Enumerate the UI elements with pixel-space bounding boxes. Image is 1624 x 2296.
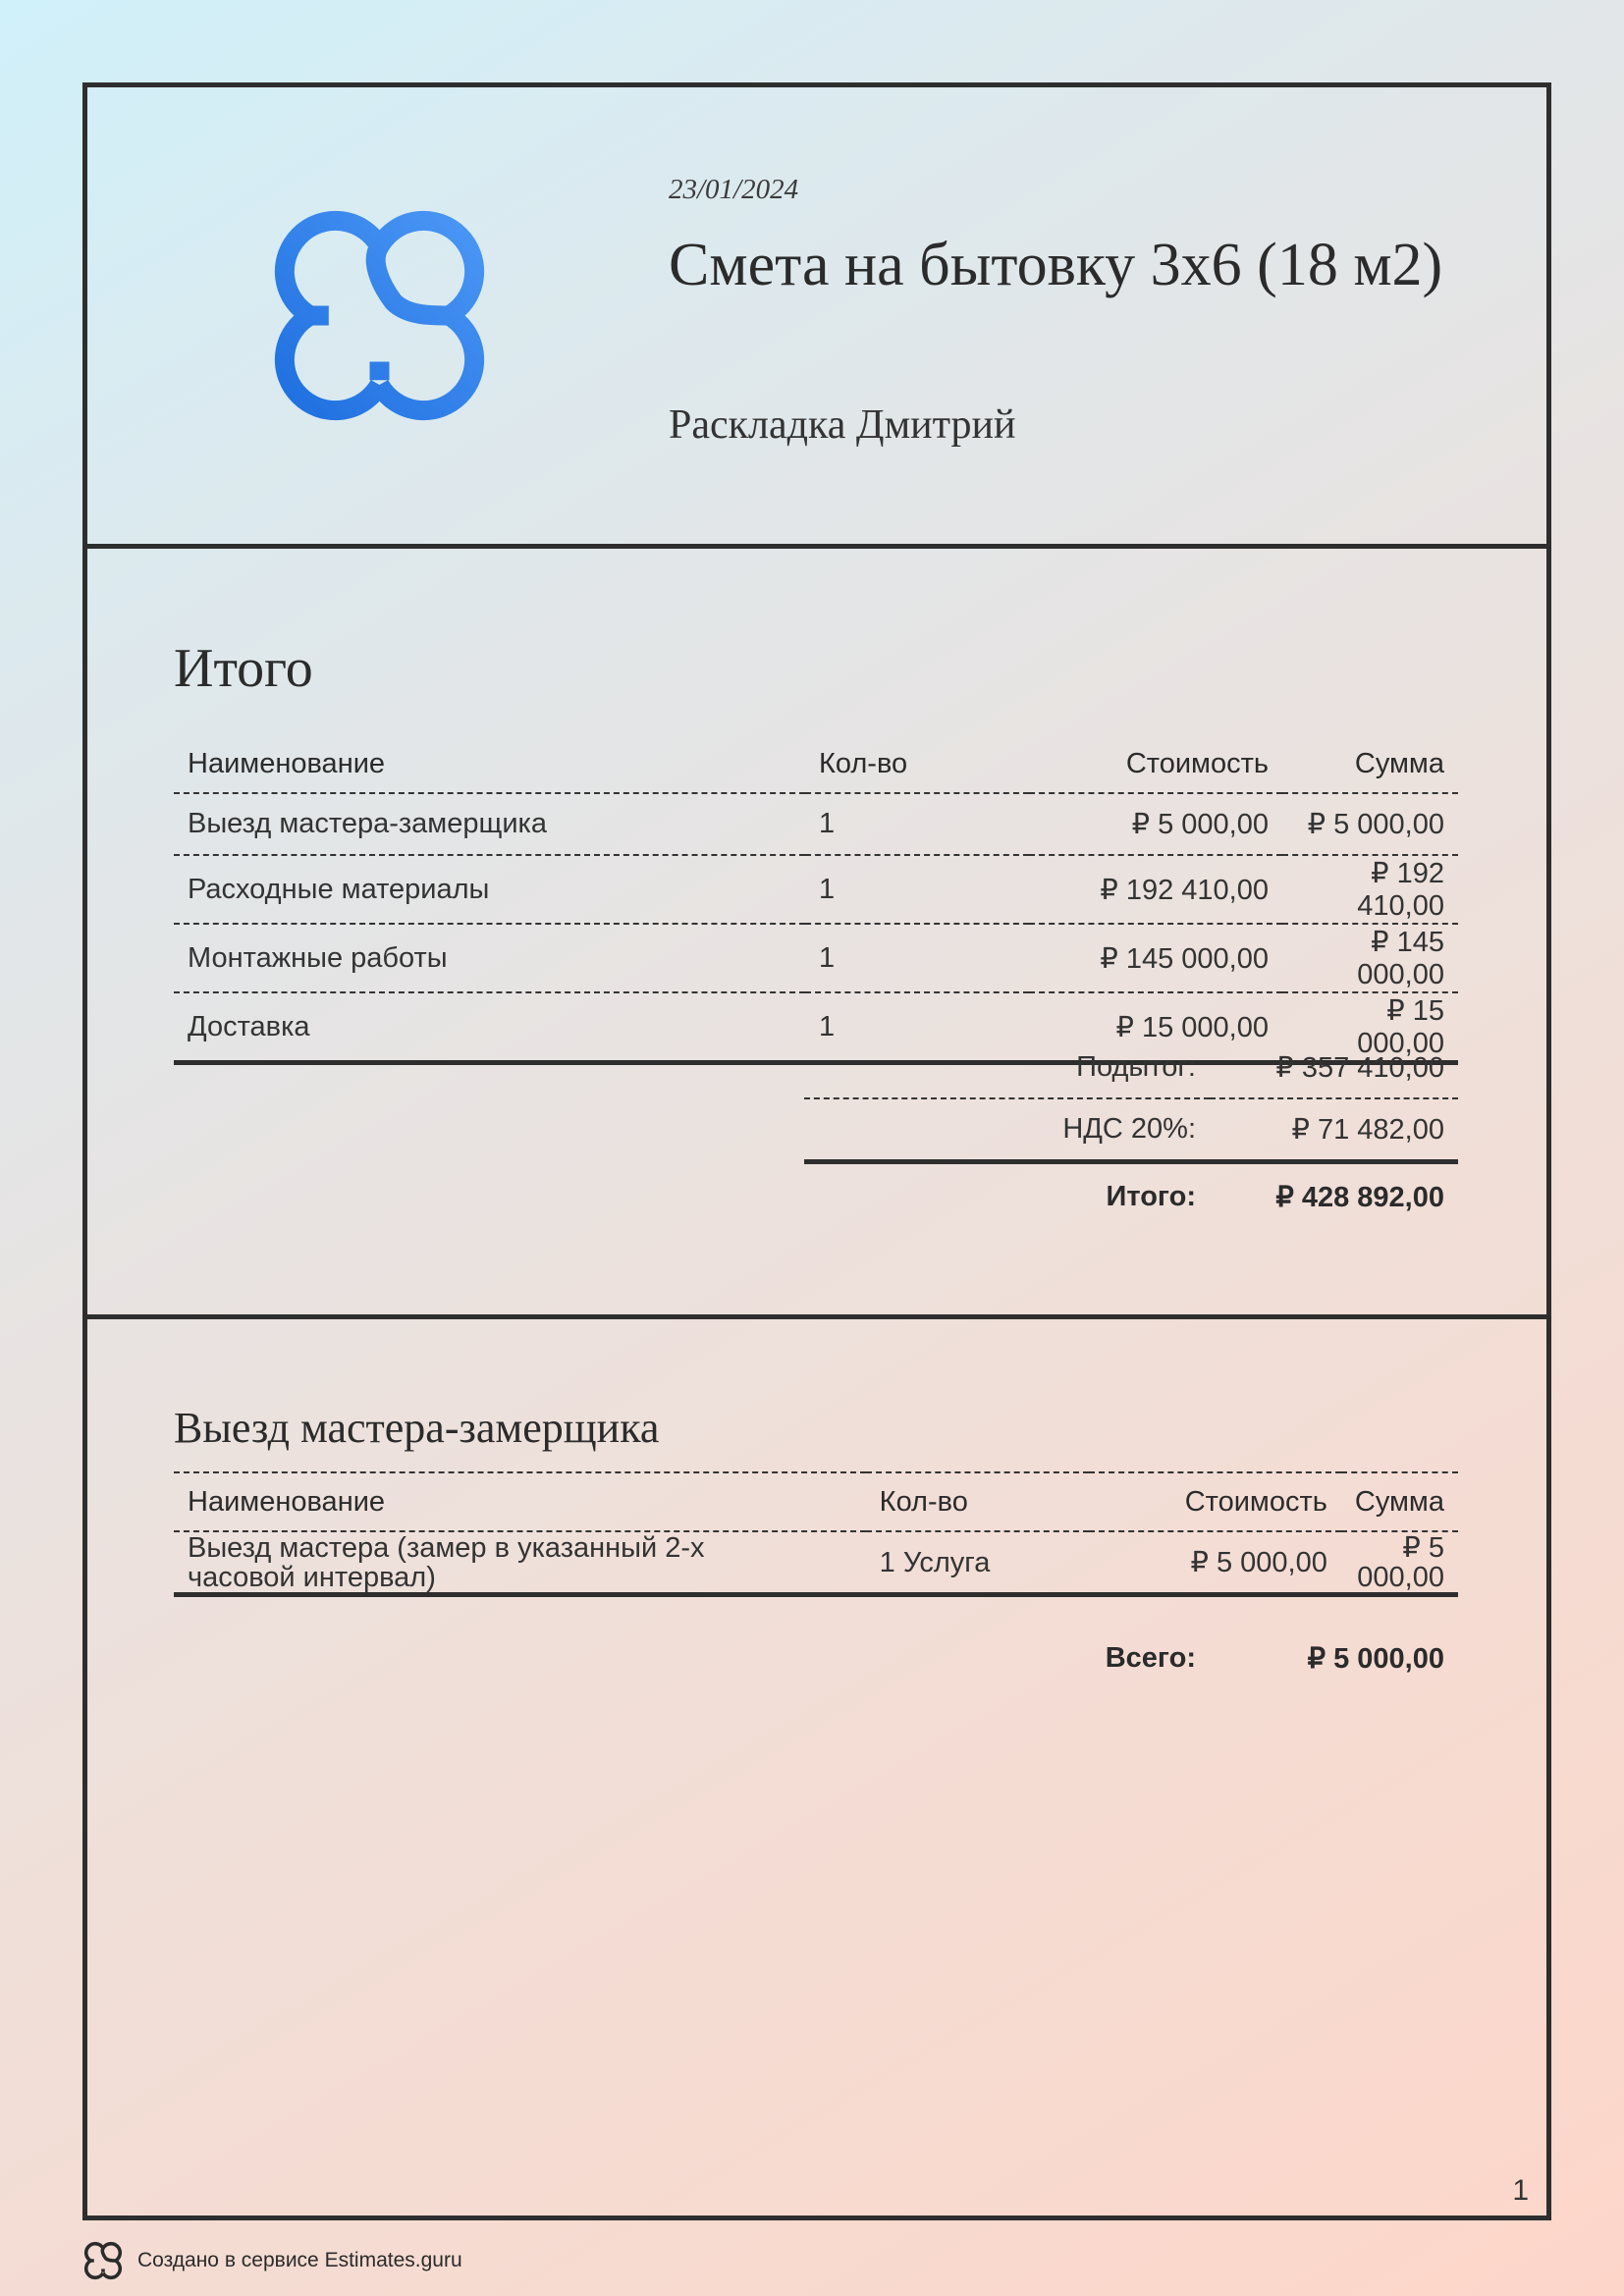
row-qty: 1 (805, 992, 1029, 1063)
table-row (174, 924, 1458, 992)
totals-summary (804, 1038, 1458, 1229)
col-qty-header: Кол-во (866, 1472, 1089, 1531)
row-cost: ₽ 145 000,00 (1029, 924, 1282, 992)
detail-total-label: Всего: (1105, 1641, 1196, 1674)
table-row (174, 793, 1458, 855)
estimate-date: 23/01/2024 (669, 174, 799, 205)
grand-total-label: Итого: (1106, 1180, 1196, 1212)
subtotal-value: ₽ 357 410,00 (1210, 1038, 1458, 1098)
row-sum: ₽ 192 410,00 (1282, 855, 1458, 924)
detail-table (174, 1471, 1458, 1597)
col-cost-header: Стоимость (1029, 735, 1282, 793)
estimate-page-frame (82, 82, 1551, 2220)
table-header-row (174, 1472, 1458, 1531)
row-name: Монтажные работы (174, 924, 805, 992)
client-name: Раскладка Дмитрий (669, 402, 1016, 448)
row-sum: ₽ 5 000,00 (1282, 793, 1458, 855)
row-sum: ₽ 15 000,00 (1282, 992, 1458, 1063)
col-cost-header: Стоимость (1089, 1472, 1341, 1531)
estimate-title: Смета на бытовку 3х6 (18 м2) (669, 232, 1443, 298)
row-cost: ₽ 192 410,00 (1029, 855, 1282, 924)
row-qty: 1 (805, 793, 1029, 855)
footer (82, 2240, 462, 2281)
col-sum-header: Сумма (1341, 1472, 1458, 1531)
row-name: Выезд мастера (замер в указанный 2-х часовой интервал) (174, 1531, 866, 1595)
col-name-header: Наименование (174, 1472, 866, 1531)
table-row (174, 1531, 1458, 1595)
detail-section (87, 1319, 1546, 2216)
row-sum: ₽ 145 000,00 (1282, 924, 1458, 992)
col-sum-header: Сумма (1282, 735, 1458, 793)
totals-table (174, 735, 1458, 1065)
estimates-guru-logo-icon (82, 2240, 124, 2281)
col-qty-header: Кол-во (805, 735, 1029, 793)
grand-total-row (804, 1162, 1458, 1230)
row-name: Выезд мастера-замерщика (174, 793, 805, 855)
row-name: Доставка (174, 992, 805, 1063)
table-header-row (174, 735, 1458, 793)
detail-heading: Выезд мастера-замерщика (174, 1404, 660, 1452)
col-name-header: Наименование (174, 735, 805, 793)
detail-total-value: ₽ 5 000,00 (1307, 1642, 1444, 1675)
row-qty: 1 Услуга (866, 1531, 1089, 1595)
row-qty: 1 (805, 855, 1029, 924)
row-sum: ₽ 5 000,00 (1341, 1531, 1458, 1595)
totals-heading: Итого (174, 638, 313, 699)
vat-row (804, 1098, 1458, 1162)
vat-value: ₽ 71 482,00 (1210, 1098, 1458, 1162)
table-row (174, 855, 1458, 924)
detail-summary (804, 1626, 1458, 1690)
row-cost: ₽ 15 000,00 (1029, 992, 1282, 1063)
grand-total-value: ₽ 428 892,00 (1275, 1181, 1444, 1213)
row-name: Расходные материалы (174, 855, 805, 924)
estimates-guru-logo-icon (264, 200, 495, 431)
vat-label: НДС 20%: (804, 1098, 1210, 1162)
row-cost: ₽ 5 000,00 (1089, 1531, 1341, 1595)
row-cost: ₽ 5 000,00 (1029, 793, 1282, 855)
footer-text: Создано в сервисе Estimates.guru (137, 2249, 462, 2271)
row-qty: 1 (805, 924, 1029, 992)
subtotal-row (804, 1038, 1458, 1098)
page-number: 1 (1512, 2174, 1529, 2207)
detail-total-row (804, 1626, 1458, 1690)
totals-section (87, 549, 1546, 1319)
subtotal-label: Подытог: (804, 1038, 1210, 1098)
header-section (87, 87, 1546, 549)
